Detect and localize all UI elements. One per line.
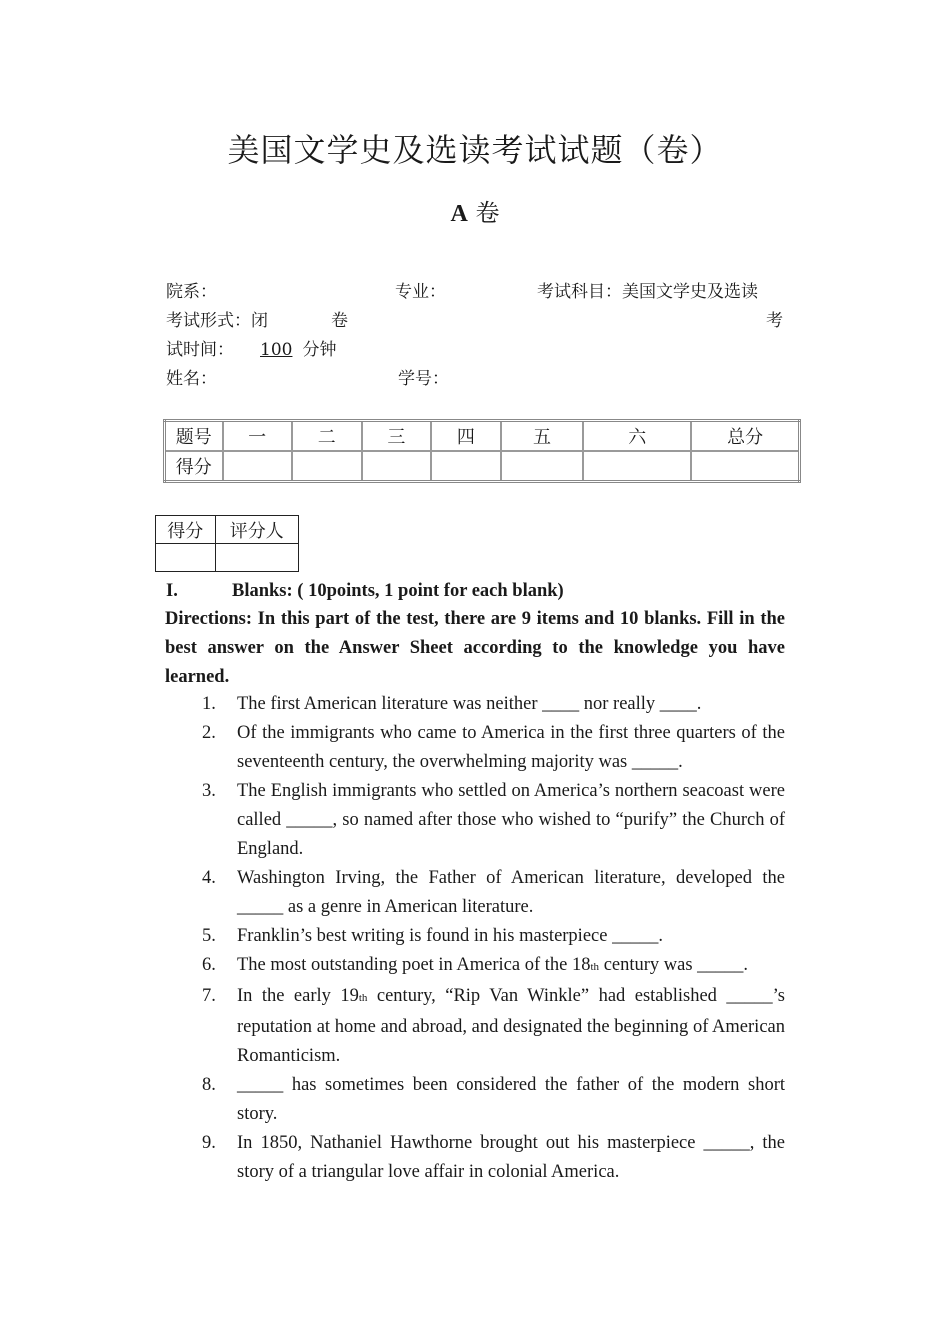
question-number: 4. [202, 868, 216, 888]
major-label: 专业： [395, 282, 446, 302]
score-cell [292, 451, 362, 482]
question-text-pre: The most outstanding poet in America of the 18 [237, 955, 591, 975]
grader-table [155, 515, 299, 572]
student-id-label: 学号： [398, 369, 449, 389]
score-header-cell: 五 [501, 421, 583, 452]
question-number: 1. [202, 694, 216, 714]
exam-time-label: 试时间： [166, 340, 234, 360]
paper-word: 卷 [475, 199, 500, 227]
score-cell [501, 451, 583, 482]
score-table-header-row [165, 421, 800, 452]
grader-name-header: 评分人 [215, 516, 298, 544]
score-cell [431, 451, 501, 482]
question-text-post: century, “Rip Van Winkle” had established _____’s reputation at home and abroad, and designated the beginning of American Romanticism. [237, 986, 785, 1066]
exam-time-unit: 分钟 [302, 340, 337, 360]
score-header-cell: 总分 [691, 421, 799, 452]
grader-score-header: 得分 [156, 516, 216, 544]
score-header-cell: 题号 [165, 421, 223, 452]
ordinal-suffix: th [590, 961, 600, 973]
score-cell [223, 451, 292, 482]
question-number: 3. [202, 781, 216, 801]
exam-time-value: 100 [260, 340, 293, 360]
score-header-cell: 四 [431, 421, 501, 452]
section-title: Blanks: ( 10points, 1 point for each blank) [232, 581, 564, 601]
question-text: Franklin’s best writing is found in his masterpiece _____. [237, 926, 663, 946]
grader-name-cell [215, 544, 298, 572]
question-text-post: century was _____. [599, 955, 749, 975]
page-title: 美国文学史及选读考试试题（卷） [227, 131, 723, 169]
question-number: 8. [202, 1075, 216, 1095]
question-item [202, 982, 785, 1071]
score-header-cell: 三 [362, 421, 431, 452]
department-label: 院系： [166, 282, 217, 302]
question-list [202, 690, 785, 1187]
question-text: Washington Irving, the Father of American literature, developed the _____ as a genre in American literature. [237, 868, 785, 917]
question-item [202, 864, 785, 922]
question-item [202, 719, 785, 777]
grader-blank-row [156, 544, 299, 572]
section-directions: Directions: In this part of the test, there are 9 items and 10 blanks. Fill in the best answer on the Answer Sheet according to the knowledge you have learned. [165, 609, 785, 687]
exam-form-value: 卷 [331, 311, 348, 331]
score-header-cell: 二 [292, 421, 362, 452]
ordinal-suffix: th [358, 992, 368, 1004]
score-cell [583, 451, 691, 482]
section-number: I. [166, 581, 178, 601]
score-cell [691, 451, 799, 482]
question-number: 7. [202, 986, 216, 1006]
grader-score-cell [156, 544, 216, 572]
score-header-cell: 六 [583, 421, 691, 452]
question-text: _____ has sometimes been considered the father of the modern short story. [237, 1075, 785, 1124]
score-row-label: 得分 [165, 451, 223, 482]
question-text: The first American literature was neither ____ nor really ____. [237, 694, 702, 714]
grader-header-row [156, 516, 299, 544]
question-number: 9. [202, 1133, 216, 1153]
exam-time [166, 339, 336, 361]
subject-label: 考试科目：美国文学史及选读 [537, 282, 758, 302]
question-text: The English immigrants who settled on America’s northern seacoast were called _____, so named after those who wished to “purify” the Church of England. [237, 781, 785, 859]
question-number: 6. [202, 955, 216, 975]
name-label: 姓名： [166, 369, 217, 389]
paper-letter: A [450, 201, 468, 227]
question-item [202, 1129, 785, 1187]
question-item [202, 1071, 785, 1129]
question-text-pre: In the early 19 [237, 986, 359, 1006]
question-item [202, 922, 785, 951]
question-number: 2. [202, 723, 216, 743]
score-cell [362, 451, 431, 482]
exam-char: 考 [766, 311, 783, 331]
question-number: 5. [202, 926, 216, 946]
score-header-cell: 一 [223, 421, 292, 452]
question-item [202, 690, 785, 719]
question-text: In 1850, Nathaniel Hawthorne brought out his masterpiece _____, the story of a triangular love affair in colonial America. [237, 1133, 785, 1182]
question-item [202, 777, 785, 864]
exam-form-label: 考试形式：闭 [166, 311, 268, 331]
paper-version [0, 196, 950, 231]
score-table-score-row [165, 451, 800, 482]
question-text: Of the immigrants who came to America in the first three quarters of the seventeenth century, the overwhelming majority was _____. [237, 723, 785, 772]
question-item [202, 951, 785, 982]
score-table [163, 419, 801, 483]
